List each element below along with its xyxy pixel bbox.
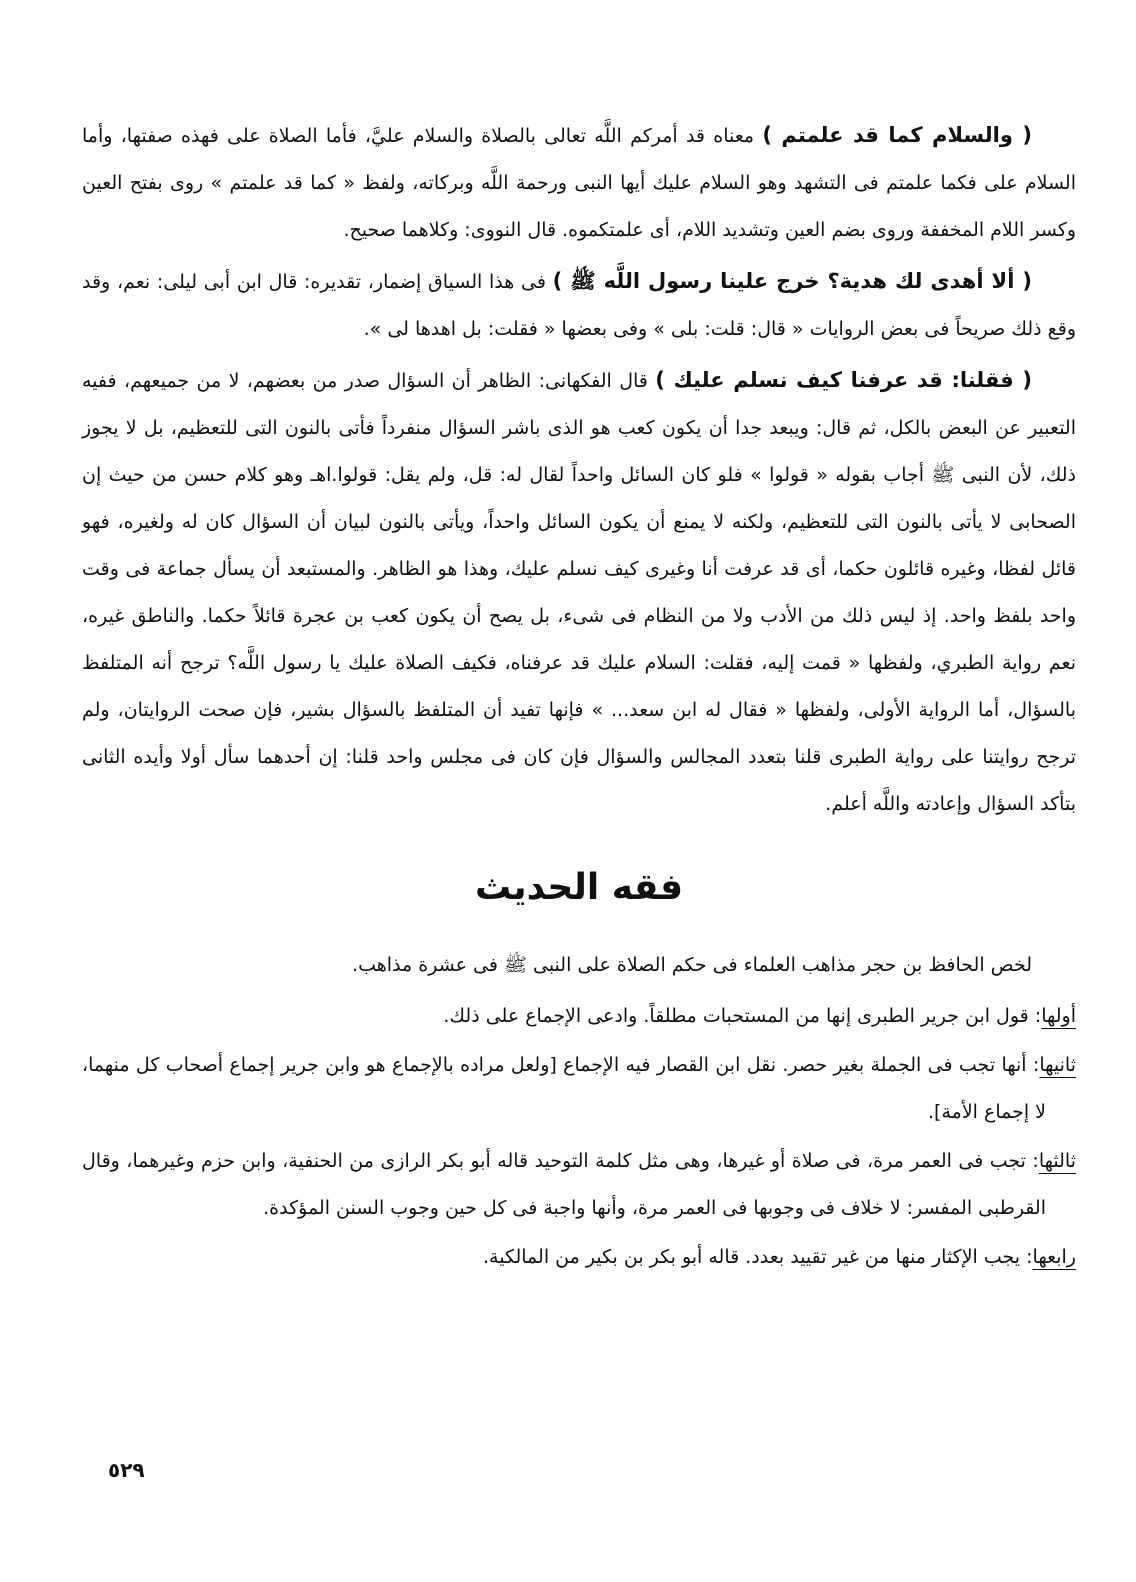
paragraph-3-lead: ( فقلنا: قد عرفنا كيف نسلم عليك ): [655, 368, 1032, 392]
list-item-second-label: ثانيها: [1039, 1054, 1076, 1076]
paragraph-1-lead: ( والسلام كما قد علمتم ): [762, 123, 1033, 147]
list-item-first-label: أولها: [1041, 1005, 1076, 1027]
list-item-fourth: [82, 1234, 1076, 1281]
paragraph-2-text: فى هذا السياق إضمار، تقديره: قال ابن أبى ليلى: نعم، وقد وقع ذلك صريحاً فى بعض الروايات « قال: قلت: بلى » وفى بعضها « فقلت: بل اهدها لى ».: [82, 271, 1076, 340]
list-item-third: [82, 1138, 1076, 1232]
list-item-first-text: : قول ابن جرير الطبرى إنها من المستحبات مطلقاً. وادعى الإجماع على ذلك.: [443, 1005, 1042, 1027]
list-item-first: [82, 993, 1076, 1040]
paragraph-2: [82, 258, 1076, 353]
list-item-second-text: : أنها تجب فى الجملة بغير حصر. نقل ابن القصار فيه الإجماع [ولعل مراده بالإجماع هو وابن جرير إجماع أصحاب كل منهما، لا إجماع الأمة].: [82, 1054, 1046, 1123]
paragraph-3-text: قال الفكهانى: الظاهر أن السؤال صدر من بعضهم، لا من جميعهم، ففيه التعبير عن البعض بالكل، ثم قال: ويبعد جدا أن يكون كعب هو الذى باشر السؤال منفرداً فأتى بالنون التى للتعظيم، بل لا يجوز ذلك، لأن النبى ﷺ أجاب بقوله « قولوا » فلو كان السائل واحداً لقال له: قل، ولم يقل: قولوا.اهـ وهو كلام حسن من حيث إن الصحابى لا يأتى بالنون التى للتعظيم، ولكنه لا يمنع أن يكون السائل واحداً، ويأتى بالنون لبيان أن السؤال كان له ولغيره، فهو قائل لفظا، وغيره قائلون حكما، أى قد عرفت أنا وغيرى كيف نسلم عليك، وهذا هو الظاهر. والمستبعد أن يسأل جماعة فى وقت واحد بلفظ واحد. إذ ليس ذلك من الأدب ولا من النظام فى شىء، بل يصح أن يكون كعب بن عجرة قائلاً حكما. والناطق غيره، نعم رواية الطبري، ولفظها « قمت إليه، فقلت: السلام عليك قد عرفناه، فكيف الصلاة عليك يا رسول اللَّه؟ ترجح أنه المتلفظ بالسؤال، أما الرواية الأولى، ولفظها « فقال له ابن سعد... » فإنها تفيد أن المتلفظ بالسؤال بشير، فإن صحت الروايتان، ولم ترجح روايتنا على رواية الطبرى قلنا بتعدد المجالس والسؤال فإن كان فى مجلس واحد قلنا: إن أحدهما سأل أولا وأيده الثانى بتأكد السؤال وإعادته واللَّه أعلم.: [82, 370, 1076, 815]
list-item-fourth-text: : يجب الإكثار منها من غير تقييد بعدد. قاله أبو بكر بن بكير من المالكية.: [483, 1246, 1033, 1268]
paragraph-1-text: معناه قد أمركم اللَّه تعالى بالصلاة والسلام عليَّ، فأما الصلاة على فهذه صفتها، وأما السلام على فكما علمتم فى التشهد وهو السلام عليك أيها النبى ورحمة اللَّه وبركاته، ولفظ « كما قد علمتم » روى بفتح العين وكسر اللام المخففة وروى بضم العين وتشديد اللام، أى علمتكموه. قال النووى: وكلاهما صحيح.: [82, 125, 1076, 241]
section-heading: فقه الحديث: [474, 867, 684, 908]
list-item-fourth-label: رابعها: [1032, 1246, 1076, 1268]
paragraph-1: [82, 112, 1076, 254]
page-content: [82, 112, 1076, 1283]
list-item-third-text: : تجب فى العمر مرة، فى صلاة أو غيرها، وهى مثل كلمة التوحيد قاله أبو بكر الرازى من الحنفية، وابن حزم وغيرهما، وقال القرطبى المفسر: لا خلاف فى وجوبها فى العمر مرة، وأنها واجبة فى كل حين وجوب السنن المؤكدة.: [82, 1150, 1046, 1219]
paragraph-3: [82, 357, 1076, 828]
list-item-third-label: ثالثها: [1038, 1150, 1076, 1172]
paragraph-2-lead: ( ألا أهدى لك هدية؟ خرج علينا رسول اللَّه ﷺ ): [552, 269, 1032, 293]
page-number: ٥٢٩: [108, 1458, 145, 1482]
intro-paragraph: لخص الحافظ بن حجر مذاهب العلماء فى حكم الصلاة على النبى ﷺ فى عشرة مذاهب.: [352, 954, 1032, 976]
list-item-second: [82, 1042, 1076, 1136]
